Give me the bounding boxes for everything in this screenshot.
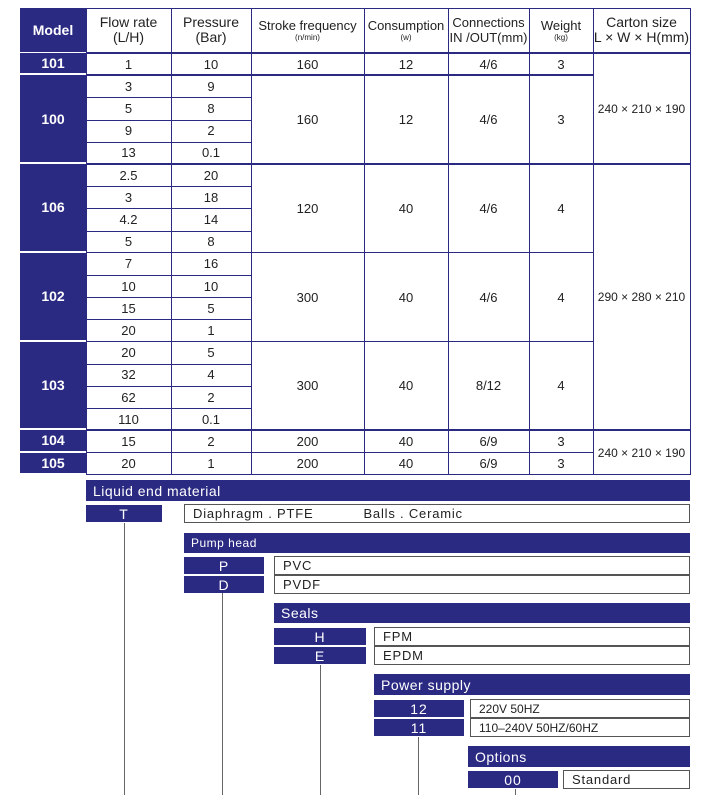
flow-rate-cell: 32: [121, 367, 136, 383]
pressure-cell: 10: [203, 56, 219, 72]
balls-material: Balls . Ceramic: [363, 506, 463, 521]
pressure-cell: 0.1: [201, 411, 221, 427]
header-model: Model: [20, 8, 86, 52]
consumption-cell: 12: [398, 56, 414, 72]
flow-rate-cell: 2.5: [119, 167, 138, 183]
column-divider: [593, 8, 594, 475]
header-stroke: [251, 8, 364, 52]
stroke-cell: 160: [296, 112, 319, 128]
flow-rate-cell: 20: [121, 345, 136, 361]
options-code: 00: [468, 771, 558, 788]
carton-divider: [593, 474, 690, 476]
liquid-end-title-bar: Liquid end material: [86, 480, 690, 501]
carton-size-cell: 290 × 280 × 210: [597, 290, 686, 305]
connections-cell: 4/6: [479, 289, 498, 305]
consumption-cell: 40: [398, 200, 414, 216]
power-supply-option: 110–240V 50HZ/60HZ: [470, 718, 690, 737]
header-flow-rate: [86, 8, 171, 52]
stroke-cell: 160: [296, 56, 319, 72]
pressure-cell: 9: [207, 78, 215, 94]
model-cell: 102: [20, 253, 86, 340]
guide-line: [124, 523, 125, 795]
model-cell: 105: [20, 453, 86, 473]
weight-cell: 3: [557, 456, 565, 472]
connections-cell: 6/9: [479, 456, 498, 472]
consumption-cell: 12: [398, 112, 414, 128]
pressure-cell: 8: [207, 234, 215, 250]
stroke-cell: 300: [296, 289, 319, 305]
model-cell: 104: [20, 430, 86, 450]
row-divider: [86, 97, 251, 98]
flow-rate-cell: 5: [124, 100, 133, 116]
header-unit: IN /OUT(mm): [449, 30, 528, 45]
header-weight: [529, 8, 593, 52]
seals-code: H: [274, 628, 366, 645]
row-divider: [86, 208, 251, 209]
guide-line: [515, 789, 516, 795]
header-label: Weight: [540, 17, 582, 33]
pump-head-option: PVDF: [274, 575, 690, 594]
header-label: Carton size: [606, 14, 677, 30]
column-divider: [364, 8, 365, 475]
flow-rate-cell: 110: [118, 411, 139, 427]
header-carton: [593, 8, 690, 52]
connections-cell: 4/6: [479, 112, 498, 128]
header-label: Stroke frequency: [258, 17, 357, 33]
pump-head-title-bar: Pump head: [184, 533, 690, 553]
weight-cell: 3: [557, 56, 565, 72]
pressure-cell: 20: [203, 167, 219, 183]
seals-code: E: [274, 647, 366, 664]
row-divider: [86, 386, 251, 387]
column-divider: [529, 8, 530, 475]
row-divider: [86, 142, 251, 143]
pressure-cell: 1: [207, 322, 215, 338]
weight-cell: 3: [557, 112, 565, 128]
column-divider: [690, 8, 691, 475]
row-divider: [86, 275, 251, 276]
pressure-cell: 18: [203, 189, 219, 205]
group-divider: [86, 474, 593, 476]
flow-rate-cell: 1: [124, 56, 133, 72]
seals-option: EPDM: [374, 646, 690, 665]
weight-cell: 4: [557, 289, 565, 305]
row-divider: [86, 297, 251, 298]
pressure-cell: 4: [207, 367, 215, 383]
connections-cell: 4/6: [479, 200, 498, 216]
flow-rate-cell: 3: [124, 189, 133, 205]
header-unit: L × W × H(mm): [593, 29, 690, 45]
pressure-cell: 14: [203, 211, 219, 227]
seals-title-bar: Seals: [274, 603, 690, 623]
consumption-cell: 40: [398, 433, 414, 449]
liquid-end-code: T: [86, 505, 162, 522]
header-label: Consumption: [367, 17, 445, 33]
pump-head-option: PVC: [274, 556, 690, 575]
options-option: Standard: [563, 770, 690, 789]
flow-rate-cell: 15: [121, 433, 136, 449]
row-divider: [86, 231, 251, 232]
carton-size-cell: 240 × 210 × 190: [597, 445, 686, 460]
pressure-cell: 2: [207, 389, 215, 405]
stroke-cell: 200: [296, 433, 319, 449]
liquid-end-description: [184, 504, 690, 523]
pump-head-code: D: [184, 576, 264, 593]
pressure-cell: 5: [207, 300, 215, 316]
header-label: Pressure: [182, 14, 240, 30]
column-divider: [86, 8, 87, 475]
guide-line: [418, 737, 419, 795]
pressure-cell: 5: [207, 345, 215, 361]
connections-cell: 6/9: [479, 433, 498, 449]
options-title-bar: Options: [468, 746, 690, 767]
header-divider: [86, 52, 690, 54]
column-divider: [251, 8, 252, 475]
flow-rate-cell: 20: [121, 456, 136, 472]
flow-rate-cell: 7: [124, 256, 133, 272]
consumption-cell: 40: [398, 378, 414, 394]
header-pressure: [171, 8, 251, 52]
flow-rate-cell: 5: [124, 234, 133, 250]
weight-cell: 4: [557, 200, 565, 216]
header-unit: (w): [400, 32, 412, 42]
row-divider: [86, 319, 251, 320]
header-label: Connections: [452, 15, 525, 30]
flow-rate-cell: 10: [121, 278, 136, 294]
guide-line: [320, 665, 321, 795]
power-supply-code: 12: [374, 700, 464, 717]
header-label: Flow rate: [99, 14, 158, 30]
weight-cell: 4: [557, 378, 565, 394]
header-unit: (Bar): [195, 29, 227, 45]
column-divider: [448, 8, 449, 475]
stroke-cell: 300: [296, 378, 319, 394]
power-supply-option: 220V 50HZ: [470, 699, 690, 718]
pump-head-code: P: [184, 557, 264, 574]
header-unit: (L/H): [112, 29, 145, 45]
stroke-cell: 120: [296, 200, 319, 216]
table-top: [86, 8, 690, 9]
flow-rate-cell: 3: [124, 78, 133, 94]
pressure-cell: 16: [203, 256, 219, 272]
pressure-cell: 8: [207, 100, 215, 116]
flow-rate-cell: 9: [124, 123, 133, 139]
diaphragm-material: Diaphragm . PTFE: [193, 506, 314, 521]
power-supply-title-bar: Power supply: [374, 674, 690, 695]
carton-size-cell: 240 × 210 × 190: [597, 101, 686, 116]
header-unit: (n/min): [295, 32, 320, 42]
seals-option: FPM: [374, 627, 690, 646]
header-consumption: [364, 8, 448, 52]
column-divider: [171, 8, 172, 475]
pressure-cell: 0.1: [201, 145, 221, 161]
pressure-cell: 2: [207, 433, 215, 449]
header-connections: [448, 8, 529, 52]
stroke-cell: 200: [296, 456, 319, 472]
weight-cell: 3: [557, 433, 565, 449]
pressure-cell: 1: [207, 456, 215, 472]
model-cell: 103: [20, 342, 86, 429]
guide-line: [222, 593, 223, 795]
row-divider: [86, 364, 251, 365]
connections-cell: 8/12: [475, 378, 502, 394]
pressure-cell: 2: [207, 123, 215, 139]
header-unit: (kg): [554, 32, 568, 42]
row-divider: [86, 408, 251, 409]
flow-rate-cell: 62: [121, 389, 136, 405]
flow-rate-cell: 4.2: [119, 211, 138, 227]
flow-rate-cell: 13: [121, 145, 136, 161]
row-divider: [86, 186, 251, 187]
model-cell: 101: [20, 53, 86, 73]
consumption-cell: 40: [398, 456, 414, 472]
model-cell: 106: [20, 164, 86, 251]
connections-cell: 4/6: [479, 56, 498, 72]
power-supply-code: 11: [374, 719, 464, 736]
row-divider: [86, 120, 251, 121]
pressure-cell: 10: [203, 278, 219, 294]
flow-rate-cell: 20: [121, 322, 136, 338]
consumption-cell: 40: [398, 289, 414, 305]
flow-rate-cell: 15: [121, 300, 136, 316]
model-cell: 100: [20, 75, 86, 162]
